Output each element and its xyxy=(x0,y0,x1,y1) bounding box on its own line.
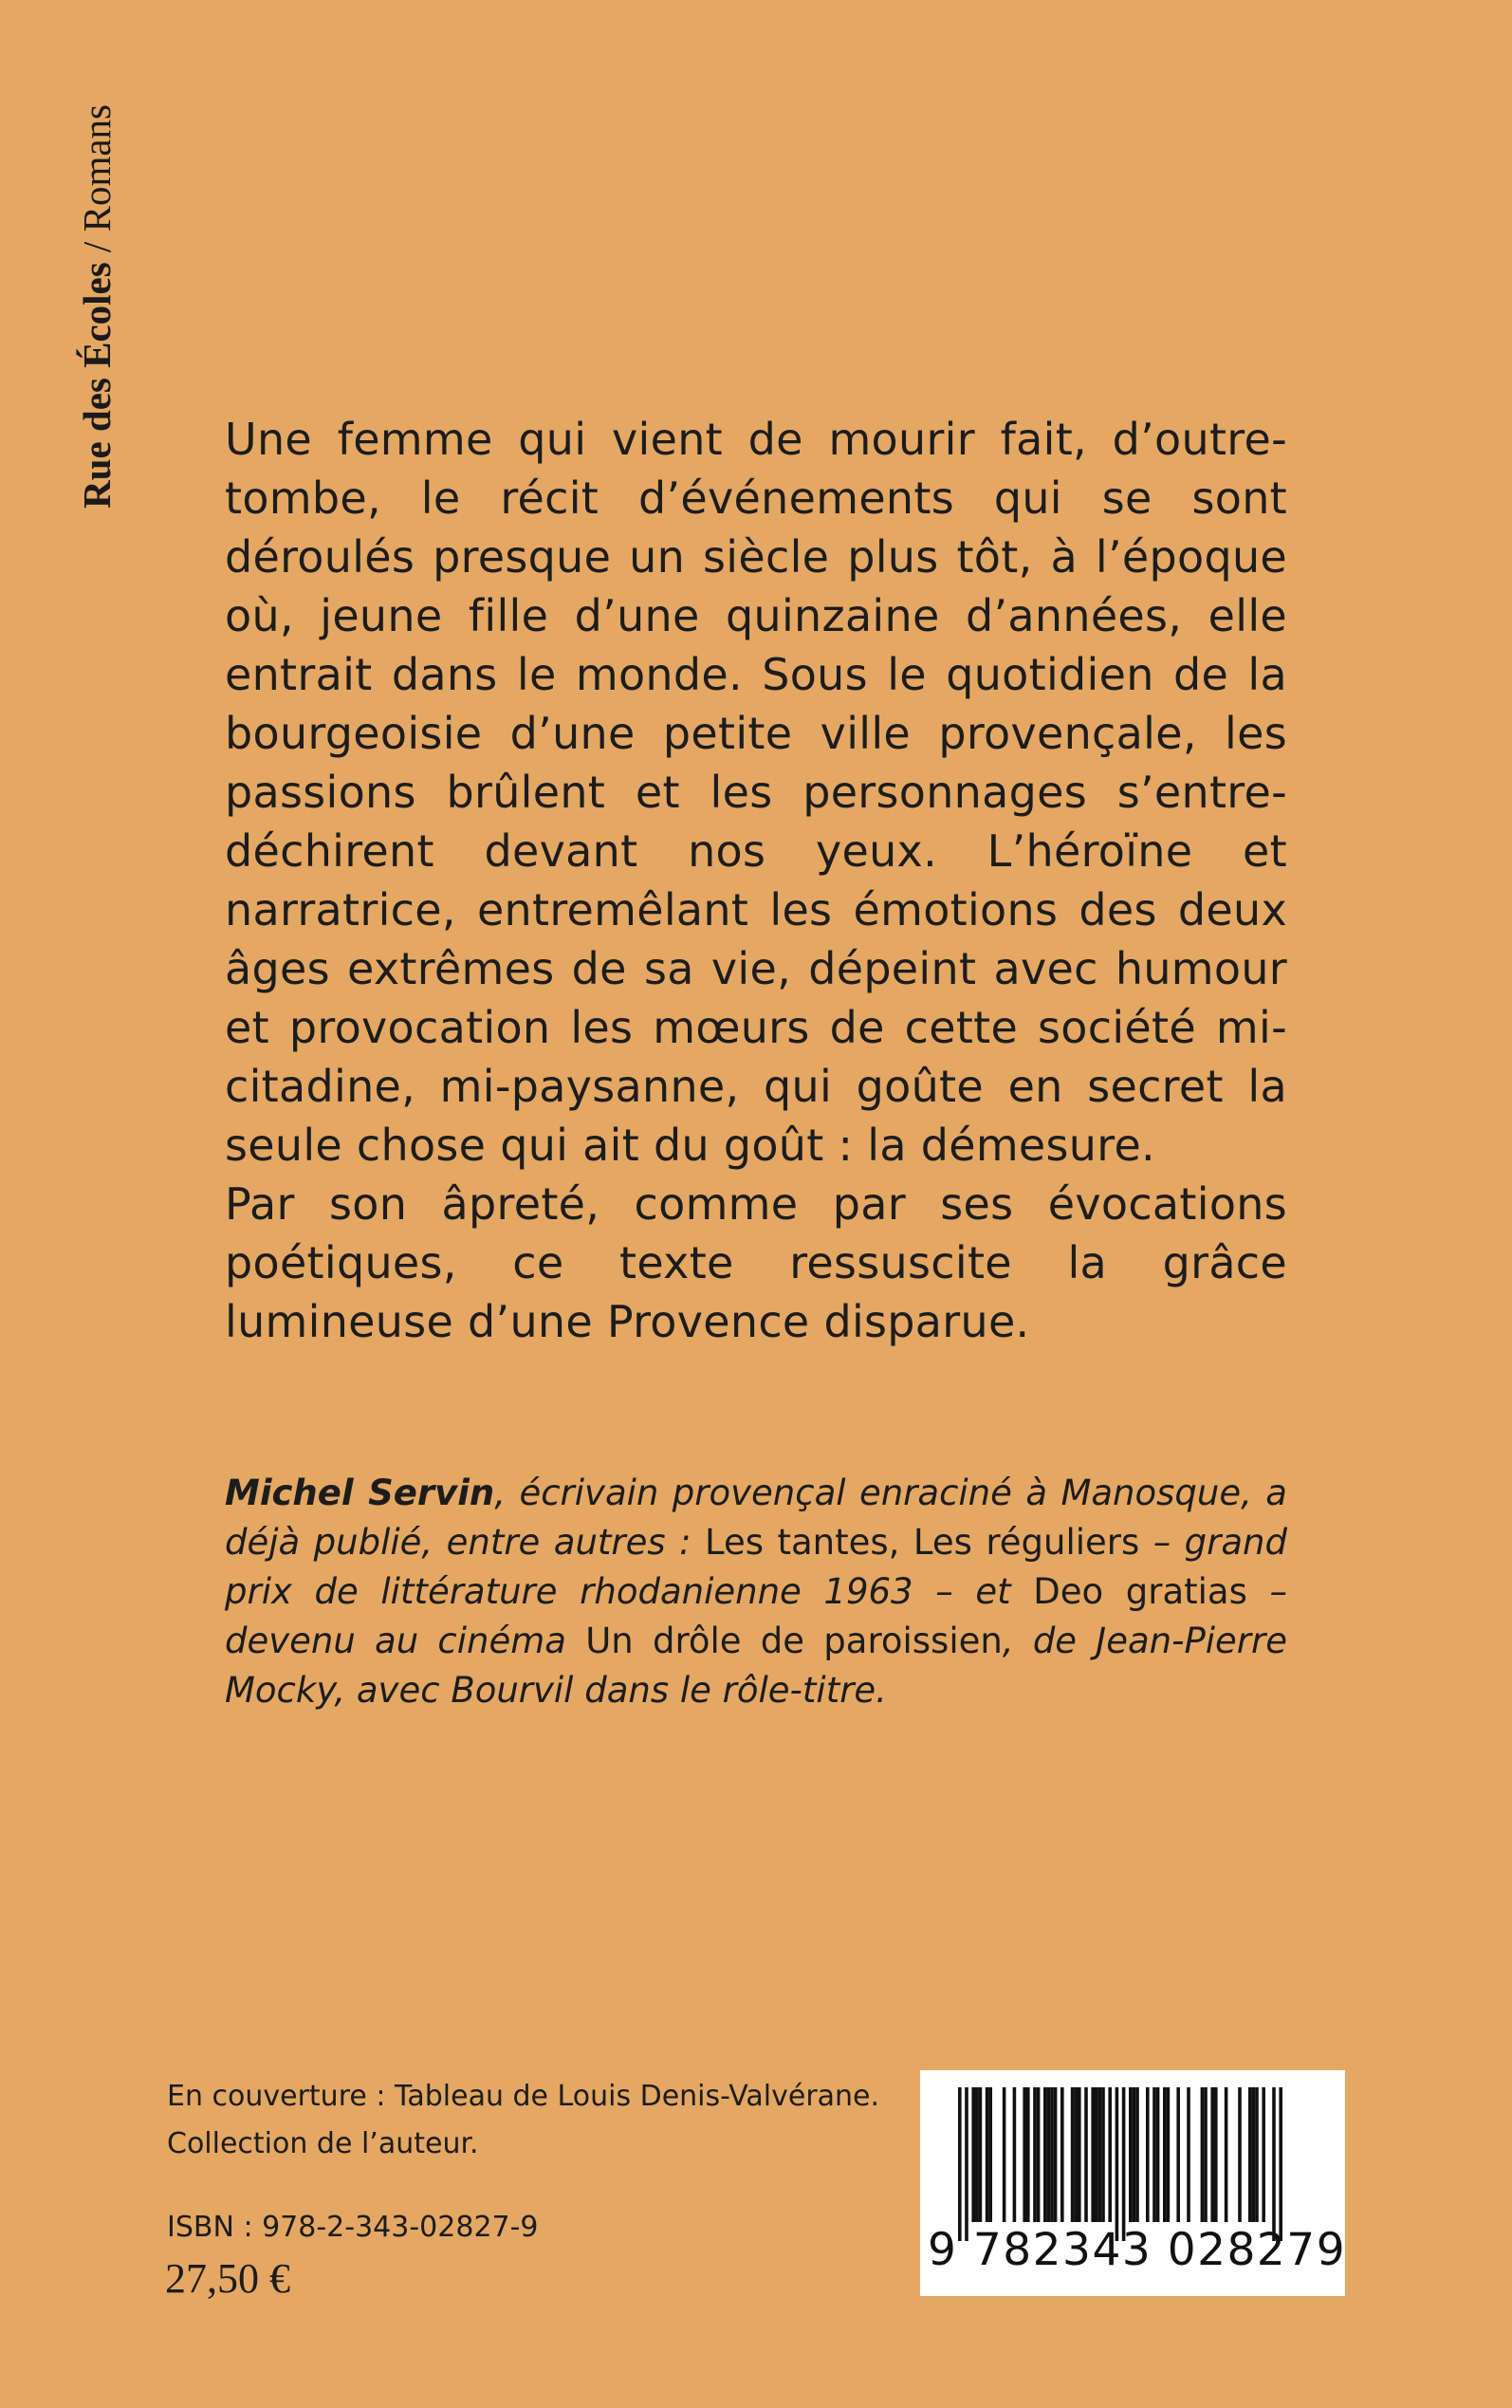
barcode xyxy=(920,2070,1345,2296)
bio-text: – grand prix de littérature rhodanienne 1963 – et xyxy=(225,1522,1287,1612)
barcode-bar xyxy=(1255,2087,1259,2222)
isbn: ISBN : 978-2-343-02827-9 xyxy=(167,2211,539,2244)
blurb xyxy=(225,410,1287,1351)
author-name: Michel Servin xyxy=(225,1473,495,1513)
book-title: Les réguliers xyxy=(913,1522,1140,1563)
series-name: Romans xyxy=(75,104,119,232)
barcode-bar xyxy=(1037,2087,1041,2222)
barcode-bar xyxy=(975,2087,979,2222)
barcode-bar xyxy=(1050,2087,1054,2222)
barcode-bar xyxy=(958,2087,962,2241)
barcode-bar xyxy=(988,2087,992,2222)
barcode-bar xyxy=(1101,2087,1105,2222)
barcode-bar xyxy=(1152,2087,1156,2222)
barcode-bar xyxy=(1262,2087,1265,2222)
author-bio xyxy=(225,1469,1287,1715)
barcode-bar xyxy=(1074,2087,1078,2222)
barcode-bar xyxy=(1013,2087,1017,2222)
barcode-bar xyxy=(1129,2087,1133,2222)
barcode-bar xyxy=(1047,2087,1051,2222)
barcode-bar xyxy=(1122,2087,1126,2241)
barcode-bar xyxy=(1238,2087,1242,2222)
barcode-bar xyxy=(1176,2087,1180,2222)
spine-separator: / xyxy=(75,232,119,263)
barcode-bar xyxy=(986,2087,989,2222)
barcode-bar xyxy=(1023,2087,1026,2222)
blurb-paragraph: Une femme qui vient de mourir fait, d’outre-tombe, le récit d’événements qui se sont déroulés presque un siècle plus tôt, à l’époque où, jeune fille d’une quinzaine d’années, elle entrait dans le monde. Sous le quotidien de la bourgeoisie d’une petite ville provençale, les passions brûlent et les personnages s’entre-déchirent devant nos yeux. L’héroïne et narratrice, entremêlant les émotions des deux âges extrêmes de sa vie, dépeint avec humour et provocation les mœurs de cette société mi-citadine, mi-paysanne, qui goûte en secret la seule chose qui ait du goût : la démesure. xyxy=(225,414,1287,1171)
spine-title xyxy=(68,104,125,607)
barcode-bar xyxy=(1210,2087,1214,2222)
barcode-bar xyxy=(1098,2087,1102,2222)
barcode-bar xyxy=(1156,2087,1160,2222)
barcode-bar xyxy=(971,2087,975,2222)
bio-text: – devenu au cinéma xyxy=(225,1571,1288,1661)
book-title: Deo gratias xyxy=(1033,1571,1247,1612)
barcode-bar xyxy=(979,2087,983,2222)
price: 27,50 € xyxy=(165,2255,290,2302)
cover-credits xyxy=(167,2073,907,2168)
barcode-bar xyxy=(1163,2087,1167,2222)
blurb-paragraph: Par son âpreté, comme par ses évocations poétiques, ce texte ressuscite la grâce lumineuse d’une Provence disparue. xyxy=(225,1178,1287,1347)
barcode-bar xyxy=(1146,2087,1150,2222)
barcode-bar xyxy=(1204,2087,1208,2222)
spine-title-text xyxy=(68,104,125,607)
bio-text: , de Jean-Pierre Mocky, avec Bourvil dans le rôle-titre. xyxy=(225,1621,1287,1711)
barcode-bar xyxy=(1201,2087,1205,2222)
bio-text: , écrivain provençal enraciné à Manosque, a déjà publié, entre autres : xyxy=(225,1473,1287,1563)
barcode-bar xyxy=(1078,2087,1081,2222)
barcode-bar xyxy=(1187,2087,1190,2222)
barcode-bar xyxy=(1272,2087,1276,2241)
credit-line: En couverture : Tableau de Louis Denis-Valvérane. xyxy=(167,2080,880,2113)
bio-text: , xyxy=(888,1522,913,1563)
barcode-bar xyxy=(1116,2087,1119,2241)
barcode-bar xyxy=(1133,2087,1136,2222)
barcode-bar xyxy=(1248,2087,1252,2222)
barcode-bar xyxy=(1060,2087,1064,2222)
barcode-bar xyxy=(965,2087,968,2241)
barcode-bar xyxy=(1084,2087,1088,2222)
barcode-bar xyxy=(1054,2087,1058,2222)
barcode-bar xyxy=(1135,2087,1139,2222)
book-title: Les tantes xyxy=(705,1522,889,1563)
barcode-bar xyxy=(1033,2087,1037,2222)
barcode-bar xyxy=(1214,2087,1218,2222)
barcode-bar xyxy=(1167,2087,1171,2222)
barcode-bar xyxy=(1252,2087,1256,2222)
barcode-digits: 9 782343 028279 xyxy=(928,2224,1347,2276)
barcode-bar xyxy=(1071,2087,1075,2222)
barcode-bar xyxy=(1026,2087,1030,2222)
barcode-bar xyxy=(1279,2087,1282,2241)
barcode-bar xyxy=(1003,2087,1006,2222)
barcode-bar xyxy=(1108,2087,1112,2222)
credit-line: Collection de l’auteur. xyxy=(167,2127,479,2160)
barcode-bar xyxy=(1043,2087,1047,2222)
barcode-bar xyxy=(1095,2087,1098,2222)
collection-name: Rue des Écoles xyxy=(75,262,119,509)
barcode-bar xyxy=(1091,2087,1095,2222)
barcode-bar xyxy=(1225,2087,1228,2222)
film-title: Un drôle de paroissien xyxy=(585,1621,1003,1661)
